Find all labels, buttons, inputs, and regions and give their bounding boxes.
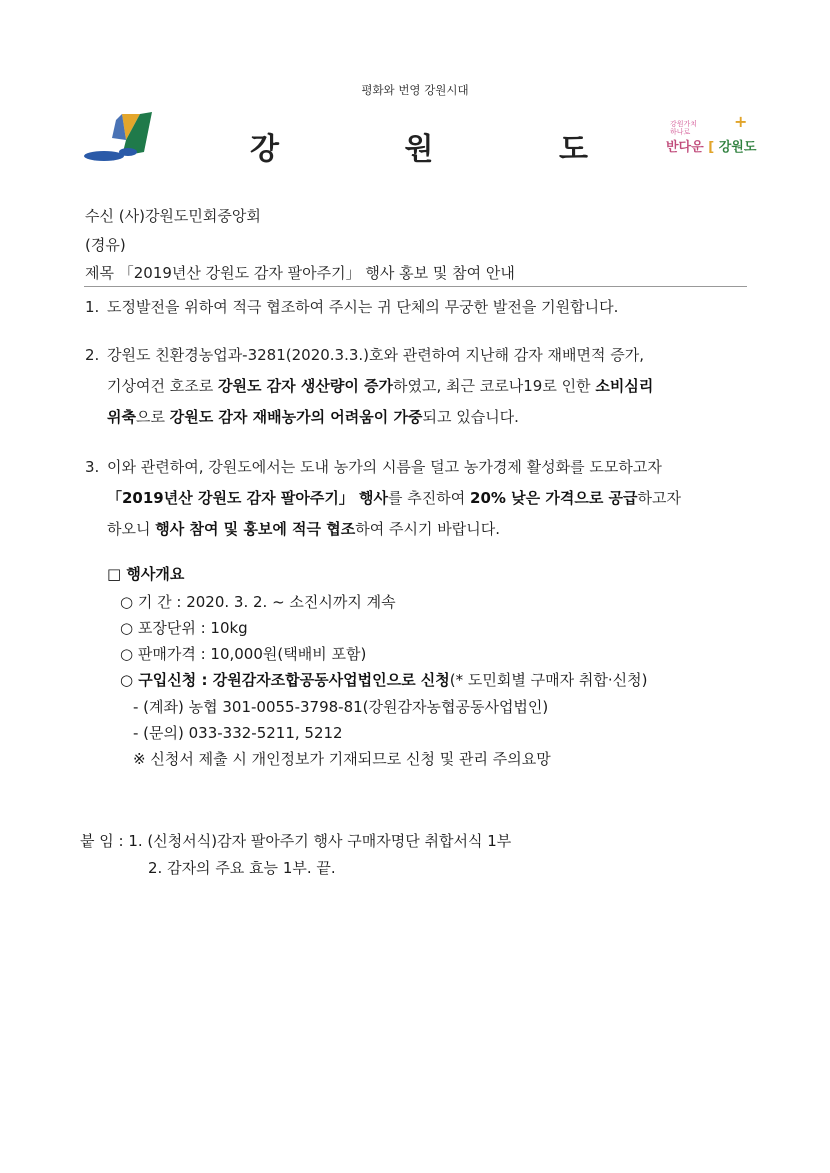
paragraph-text: 되고 있습니다. xyxy=(422,408,519,426)
paragraph-text: 를 추진하여 xyxy=(388,489,471,507)
overview-apply xyxy=(120,670,647,690)
paragraph-text: 하오니 xyxy=(107,520,156,538)
emphasis-text: 20% 낮은 가격으로 공급 xyxy=(470,489,638,507)
slogan: 평화와 번영 강원시대 xyxy=(361,83,469,97)
overview-notice: ※ 신청서 제출 시 개인정보가 기재되므로 신청 및 관리 주의요망 xyxy=(133,750,551,768)
paragraph-2 xyxy=(85,340,765,433)
brand-tagline: 강원가치 하나로 xyxy=(670,120,698,136)
overview-account: - (계좌) 농협 301-0055-3798-81(강원감자농협공동사업법인) xyxy=(133,698,549,716)
emphasis-text: 강원도 감자 생산량이 증가 xyxy=(217,377,394,395)
emphasis-text: 강원도 감자 재배농가의 어려움이 가중 xyxy=(169,408,423,426)
paragraph-text: 으로 xyxy=(135,408,170,426)
paragraph-number: 3. xyxy=(85,458,100,476)
overview-period: ○ 기 간 : 2020. 3. 2. ~ 소진시까지 계속 xyxy=(120,593,396,611)
emphasis-text: 「2019년산 강원도 감자 팔아주기」 행사 xyxy=(107,489,389,507)
paragraph-text: 도정발전을 위하여 적극 협조하여 주시는 귀 단체의 무궁한 발전을 기원합니다. xyxy=(107,298,619,316)
recipient-line: 수신 (사)강원도민회중앙회 xyxy=(85,207,261,225)
paragraph-text: 하여 주시기 바랍니다. xyxy=(355,520,500,538)
attachment-1: 붙 임 : 1. (신청서식)감자 팔아주기 행사 구매자명단 취합서식 1부 xyxy=(80,832,512,850)
paragraph-3 xyxy=(85,452,765,545)
overview-unit: ○ 포장단위 : 10kg xyxy=(120,619,248,637)
org-title-char: 강 xyxy=(250,132,281,167)
paragraph-text: 이와 관련하여, 강원도에서는 도내 농가의 시름을 덜고 농가경제 활성화를 도모하고자 xyxy=(107,458,662,476)
brand-wordmark: 반다운 [ 강원도 xyxy=(666,140,757,155)
brand-wordmark-pink: 반다운 xyxy=(666,140,704,155)
emphasis-text: 행사 참여 및 홍보에 적극 협조 xyxy=(155,520,356,538)
paragraph-text: 하고자 xyxy=(637,489,681,507)
emphasis-text: 소비심리 xyxy=(595,377,654,395)
org-title-char: 도 xyxy=(559,132,590,167)
org-title-char: 원 xyxy=(404,132,436,167)
plus-icon: + xyxy=(734,112,748,131)
overview-contact: - (문의) 033-332-5211, 5212 xyxy=(133,724,343,742)
paragraph-number: 1. xyxy=(85,298,100,316)
paragraph-text: 기상여건 호조로 xyxy=(107,377,218,395)
gangwon-logo xyxy=(82,112,164,170)
org-title xyxy=(250,124,590,168)
subject-line: 제목 「2019년산 강원도 감자 팔아주기」 행사 홍보 및 참여 안내 xyxy=(85,264,515,282)
emphasis-text: ○ 구입신청 : 강원감자조합공동사업법인으로 신청 xyxy=(120,671,450,689)
attachment-2: 2. 감자의 주요 효능 1부. 끝. xyxy=(148,859,336,877)
overview-heading-text: □ 행사개요 xyxy=(107,565,185,583)
paragraph-text: 하였고, 최근 코로나19로 인한 xyxy=(393,377,596,395)
paragraph-text: 강원도 친환경농업과-3281(2020.3.3.)호와 관련하여 지난해 감자 재배면적 증가, xyxy=(107,346,644,364)
divider xyxy=(84,286,747,287)
paragraph-1 xyxy=(85,292,765,323)
brand-wordmark-green: 강원도 xyxy=(718,140,757,155)
brand-logo xyxy=(662,112,757,164)
overview-apply-note: (* 도민회별 구매자 취합·신청) xyxy=(449,671,648,689)
paragraph-number: 2. xyxy=(85,346,100,364)
overview-heading xyxy=(107,563,184,584)
overview-price: ○ 판매가격 : 10,000원(택배비 포함) xyxy=(120,645,367,663)
via-line: (경유) xyxy=(85,236,126,254)
emphasis-text: 위축 xyxy=(107,408,136,426)
